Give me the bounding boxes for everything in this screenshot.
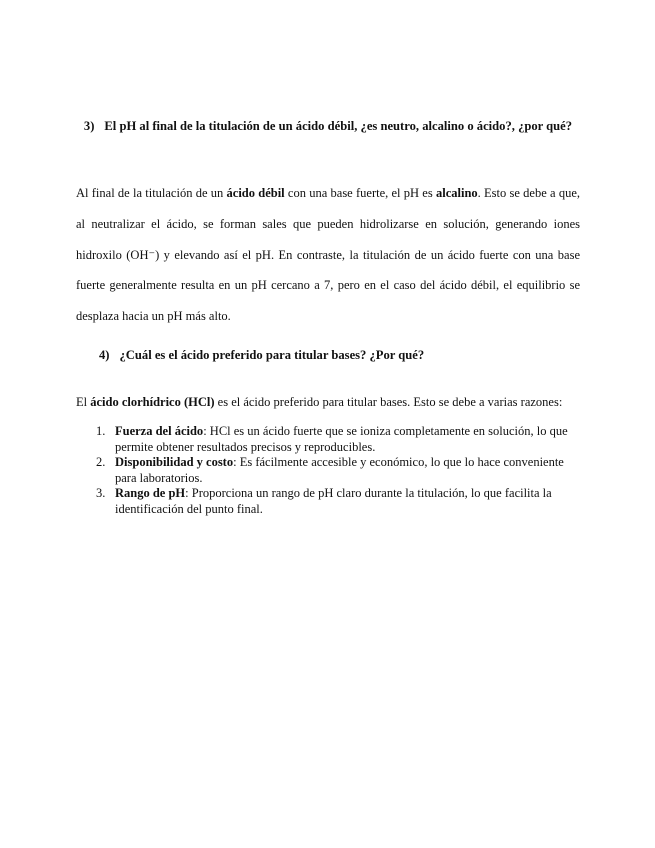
question-4-text: ¿Cuál es el ácido preferido para titular bases? ¿Por qué? [119, 348, 425, 362]
question-4-heading [99, 346, 579, 364]
list-item [96, 455, 580, 486]
answer-4-bold-hcl: ácido clorhídrico (HCl) [90, 395, 215, 409]
list-item-number: 1. [96, 424, 106, 438]
answer-3-bold-alkaline: alcalino [435, 186, 478, 200]
list-item-text: : Proporciona un rango de pH claro durante la titulación, lo que facilita la identificación del punto final. [115, 486, 552, 516]
question-3-text: El pH al final de la titulación de un ácido débil, ¿es neutro, alcalino o ácido?, ¿por qué? [104, 119, 573, 133]
answer-3-text-2: con una base fuerte, el pH es [284, 186, 436, 200]
answer-3-bold-weak-acid: ácido débil [226, 186, 285, 200]
list-item [96, 424, 580, 455]
answer-4-text-2: es el ácido preferido para titular bases. Esto se debe a varias razones: [214, 395, 563, 409]
answer-3-text-3: . Esto se debe a que, al neutralizar el ácido, se forman sales que pueden hidrolizarse en solución, generando iones hidroxilo (OH⁻) y elevando así el pH. En contraste, la titulación de un ácido fuerte con una base fuerte generalmente resulta en un pH cercano a 7, pero en el caso del ácido débil, el equilibrio se desplaza hacia un pH más alto. [76, 186, 581, 324]
question-4-number: 4) [99, 348, 110, 362]
list-item [96, 486, 580, 517]
list-item-title: Rango de pH [115, 486, 186, 500]
list-item-text: : Es fácilmente accesible y económico, lo que lo hace conveniente para laboratorios. [115, 455, 564, 485]
list-item-number: 3. [96, 486, 106, 500]
list-item-title: Disponibilidad y costo [115, 455, 234, 469]
list-item-title: Fuerza del ácido [115, 424, 204, 438]
answer-3-paragraph [76, 178, 580, 332]
answer-4-text-1: El [76, 395, 91, 409]
question-3-number: 3) [83, 119, 95, 133]
answer-3-text-1: Al final de la titulación de un [76, 186, 227, 200]
list-item-text: : HCl es un ácido fuerte que se ioniza completamente en solución, lo que permite obtener resultados precisos y reproducibles. [115, 424, 568, 454]
list-item-number: 2. [96, 455, 106, 469]
reasons-list [96, 424, 580, 517]
answer-4-paragraph [76, 394, 596, 410]
question-3-heading [80, 111, 576, 142]
